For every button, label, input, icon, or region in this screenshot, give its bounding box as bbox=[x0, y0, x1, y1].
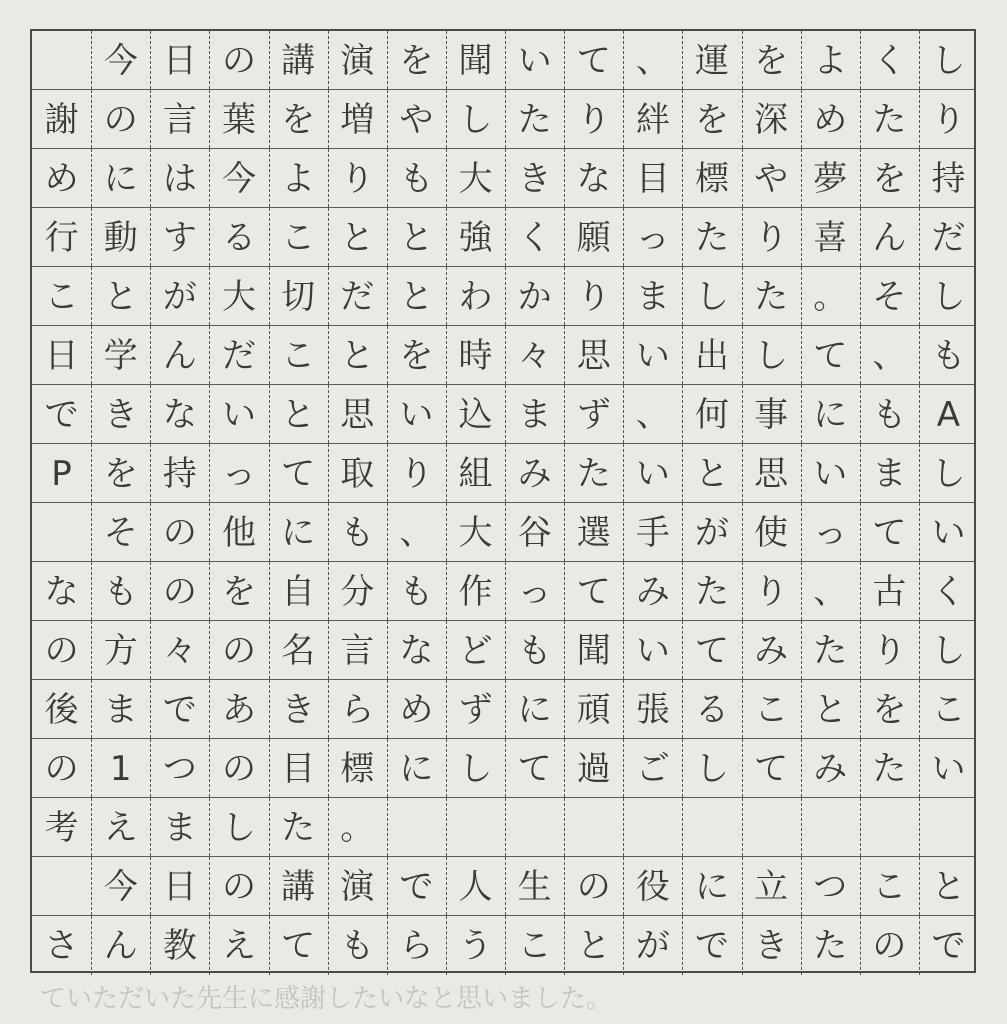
grid-cell: 葉 bbox=[221, 99, 256, 140]
grid-cell: 立 bbox=[754, 866, 789, 907]
grid-cell: た bbox=[813, 630, 848, 671]
grid-cell: や bbox=[399, 99, 434, 140]
grid-cell: と bbox=[281, 394, 316, 435]
grid-cell: よ bbox=[813, 40, 848, 81]
grid-cell: 聞 bbox=[458, 40, 493, 81]
grid-cell: の bbox=[221, 40, 256, 81]
grid-cell: 切 bbox=[281, 276, 316, 317]
grid-cell bbox=[919, 798, 978, 857]
grid-cell: 持 bbox=[931, 158, 966, 199]
grid-cell: 名 bbox=[281, 630, 316, 671]
grid-cell: 動 bbox=[103, 217, 138, 258]
grid-cell: し bbox=[931, 630, 966, 671]
grid-cell: る bbox=[221, 217, 256, 258]
grid-cell: 過 bbox=[576, 748, 611, 789]
grid-cell: 喜 bbox=[813, 217, 848, 258]
grid-cell: を bbox=[399, 40, 434, 81]
grid-cell: 手 bbox=[635, 512, 670, 553]
grid-cell: し bbox=[458, 748, 493, 789]
grid-cell: み bbox=[754, 630, 789, 671]
grid-cell: 今 bbox=[103, 866, 138, 907]
grid-cell: え bbox=[221, 925, 256, 966]
grid-cell: 今 bbox=[103, 40, 138, 81]
grid-cell: 目 bbox=[281, 748, 316, 789]
grid-cell: ま bbox=[103, 689, 138, 730]
manuscript-row bbox=[32, 90, 974, 149]
grid-cell: 作 bbox=[458, 571, 493, 612]
grid-cell bbox=[32, 31, 91, 90]
grid-cell: な bbox=[162, 394, 197, 435]
grid-cell: 大 bbox=[221, 276, 256, 317]
grid-cell: み bbox=[517, 453, 552, 494]
manuscript-row bbox=[32, 149, 974, 208]
grid-cell: っ bbox=[813, 512, 848, 553]
grid-cell: て bbox=[694, 630, 729, 671]
grid-cell bbox=[446, 798, 505, 857]
grid-cell: 標 bbox=[694, 158, 729, 199]
grid-cell: と bbox=[813, 689, 848, 730]
grid-cell: と bbox=[931, 866, 966, 907]
grid-cell: ん bbox=[103, 925, 138, 966]
grid-cell: し bbox=[694, 276, 729, 317]
grid-cell: を bbox=[754, 40, 789, 81]
grid-cell: な bbox=[576, 158, 611, 199]
grid-cell: り bbox=[872, 630, 907, 671]
grid-cell: で bbox=[694, 925, 729, 966]
grid-cell: A bbox=[936, 394, 961, 435]
grid-cell: 絆 bbox=[635, 99, 670, 140]
grid-cell: が bbox=[694, 512, 729, 553]
grid-cell: し bbox=[694, 748, 729, 789]
grid-cell: 願 bbox=[576, 217, 611, 258]
manuscript-row bbox=[32, 385, 974, 444]
grid-cell: り bbox=[754, 571, 789, 612]
grid-cell: の bbox=[872, 925, 907, 966]
manuscript-row bbox=[32, 208, 974, 267]
grid-cell: を bbox=[872, 158, 907, 199]
grid-cell: が bbox=[162, 276, 197, 317]
grid-cell: 使 bbox=[754, 512, 789, 553]
grid-cell: 運 bbox=[694, 40, 729, 81]
grid-cell: て bbox=[281, 453, 316, 494]
grid-cell: 何 bbox=[694, 394, 729, 435]
grid-cell: 言 bbox=[162, 99, 197, 140]
grid-cell bbox=[801, 798, 860, 857]
grid-cell: 聞 bbox=[576, 630, 611, 671]
grid-cell: だ bbox=[340, 276, 375, 317]
grid-cell: う bbox=[458, 925, 493, 966]
grid-cell: そ bbox=[103, 512, 138, 553]
grid-cell: 深 bbox=[754, 99, 789, 140]
grid-cell: き bbox=[281, 689, 316, 730]
manuscript-row bbox=[32, 798, 974, 857]
grid-cell: い bbox=[221, 394, 256, 435]
grid-cell: を bbox=[103, 453, 138, 494]
grid-cell: ず bbox=[576, 394, 611, 435]
grid-cell: に bbox=[517, 689, 552, 730]
grid-cell: た bbox=[517, 99, 552, 140]
grid-cell: っ bbox=[635, 217, 670, 258]
grid-cell: で bbox=[931, 925, 966, 966]
grid-cell: え bbox=[103, 807, 138, 848]
grid-cell: 謝 bbox=[44, 99, 79, 140]
grid-cell: も bbox=[340, 925, 375, 966]
manuscript-row bbox=[32, 621, 974, 680]
grid-cell: 行 bbox=[44, 217, 79, 258]
grid-cell: た bbox=[576, 453, 611, 494]
grid-cell bbox=[742, 798, 801, 857]
grid-cell: に bbox=[281, 512, 316, 553]
grid-cell: い bbox=[931, 512, 966, 553]
manuscript-row bbox=[32, 444, 974, 503]
manuscript-sheet bbox=[30, 29, 976, 973]
grid-cell: り bbox=[399, 453, 434, 494]
grid-cell: も bbox=[517, 630, 552, 671]
grid-cell: い bbox=[635, 453, 670, 494]
grid-cell: か bbox=[517, 276, 552, 317]
grid-cell: き bbox=[517, 158, 552, 199]
grid-cell: も bbox=[103, 571, 138, 612]
grid-cell: ず bbox=[458, 689, 493, 730]
grid-cell: み bbox=[813, 748, 848, 789]
grid-cell bbox=[32, 857, 91, 916]
grid-cell: 時 bbox=[458, 335, 493, 376]
grid-cell: り bbox=[576, 99, 611, 140]
grid-cell bbox=[564, 798, 623, 857]
grid-cell: た bbox=[694, 571, 729, 612]
grid-cell: め bbox=[813, 99, 848, 140]
grid-cell: わ bbox=[458, 276, 493, 317]
grid-cell bbox=[860, 798, 919, 857]
grid-cell: 強 bbox=[458, 217, 493, 258]
grid-cell: す bbox=[162, 217, 197, 258]
grid-cell: 思 bbox=[576, 335, 611, 376]
grid-cell: 人 bbox=[458, 866, 493, 907]
grid-cell: こ bbox=[931, 689, 966, 730]
grid-cell: 選 bbox=[576, 512, 611, 553]
grid-cell: も bbox=[872, 394, 907, 435]
grid-cell: た bbox=[872, 748, 907, 789]
grid-cell: 他 bbox=[221, 512, 256, 553]
grid-cell: い bbox=[931, 748, 966, 789]
grid-cell: 古 bbox=[872, 571, 907, 612]
grid-cell: が bbox=[635, 925, 670, 966]
grid-cell: あ bbox=[221, 689, 256, 730]
grid-cell: め bbox=[44, 158, 79, 199]
grid-cell: つ bbox=[162, 748, 197, 789]
grid-cell: さ bbox=[44, 925, 79, 966]
grid-cell: い bbox=[517, 40, 552, 81]
grid-cell: そ bbox=[872, 276, 907, 317]
grid-cell: 事 bbox=[754, 394, 789, 435]
grid-cell: 後 bbox=[44, 689, 79, 730]
grid-cell: な bbox=[399, 630, 434, 671]
grid-cell: 々 bbox=[162, 630, 197, 671]
grid-cell: 日 bbox=[162, 866, 197, 907]
grid-cell: と bbox=[399, 217, 434, 258]
manuscript-row bbox=[32, 31, 974, 90]
grid-cell: っ bbox=[517, 571, 552, 612]
grid-cell bbox=[32, 503, 91, 562]
manuscript-row bbox=[32, 857, 974, 916]
grid-cell: と bbox=[399, 276, 434, 317]
grid-cell: 生 bbox=[517, 866, 552, 907]
grid-cell: 谷 bbox=[517, 512, 552, 553]
grid-cell: ま bbox=[517, 394, 552, 435]
grid-cell: 方 bbox=[103, 630, 138, 671]
grid-cell: に bbox=[813, 394, 848, 435]
grid-cell: 。 bbox=[813, 276, 848, 317]
grid-cell: の bbox=[44, 748, 79, 789]
grid-cell: 演 bbox=[340, 40, 375, 81]
grid-cell: に bbox=[103, 158, 138, 199]
grid-cell: く bbox=[872, 40, 907, 81]
grid-cell: た bbox=[754, 276, 789, 317]
grid-cell: で bbox=[399, 866, 434, 907]
grid-cell: 、 bbox=[635, 40, 670, 81]
grid-cell: ま bbox=[872, 453, 907, 494]
grid-cell: 、 bbox=[399, 512, 434, 553]
grid-cell: た bbox=[872, 99, 907, 140]
grid-cell: 増 bbox=[340, 99, 375, 140]
grid-cell: 1 bbox=[109, 748, 132, 789]
grid-cell: ど bbox=[458, 630, 493, 671]
grid-cell: き bbox=[103, 394, 138, 435]
grid-cell: を bbox=[694, 99, 729, 140]
grid-cell: 役 bbox=[635, 866, 670, 907]
grid-cell: い bbox=[635, 335, 670, 376]
grid-cell: の bbox=[162, 571, 197, 612]
grid-cell: だ bbox=[221, 335, 256, 376]
grid-cell: 言 bbox=[340, 630, 375, 671]
manuscript-row bbox=[32, 267, 974, 326]
grid-cell: 取 bbox=[340, 453, 375, 494]
grid-cell: 標 bbox=[340, 748, 375, 789]
grid-cell: ま bbox=[162, 807, 197, 848]
manuscript-row bbox=[32, 739, 974, 798]
manuscript-row bbox=[32, 503, 974, 562]
grid-cell: 日 bbox=[44, 335, 79, 376]
grid-cell: 分 bbox=[340, 571, 375, 612]
grid-cell: こ bbox=[517, 925, 552, 966]
manuscript-row bbox=[32, 326, 974, 385]
footer-note: ていただいた先生に感謝したいなと思いました。 bbox=[40, 984, 613, 1014]
grid-cell: り bbox=[931, 99, 966, 140]
grid-cell: こ bbox=[754, 689, 789, 730]
grid-cell: く bbox=[517, 217, 552, 258]
grid-cell: し bbox=[931, 276, 966, 317]
grid-cell: り bbox=[340, 158, 375, 199]
grid-cell: 出 bbox=[694, 335, 729, 376]
grid-cell: 講 bbox=[281, 866, 316, 907]
grid-cell: た bbox=[813, 925, 848, 966]
grid-cell bbox=[623, 798, 682, 857]
grid-cell: と bbox=[340, 217, 375, 258]
grid-cell: に bbox=[694, 866, 729, 907]
grid-cell: の bbox=[221, 748, 256, 789]
grid-cell bbox=[505, 798, 564, 857]
grid-cell: ら bbox=[399, 925, 434, 966]
grid-cell: ご bbox=[635, 748, 670, 789]
grid-cell: 自 bbox=[281, 571, 316, 612]
grid-cell: る bbox=[694, 689, 729, 730]
grid-cell: で bbox=[44, 394, 79, 435]
grid-cell: み bbox=[635, 571, 670, 612]
grid-cell: こ bbox=[872, 866, 907, 907]
grid-cell: 、 bbox=[813, 571, 848, 612]
grid-cell: 目 bbox=[635, 158, 670, 199]
grid-cell: 張 bbox=[635, 689, 670, 730]
grid-cell: の bbox=[103, 99, 138, 140]
grid-cell: 思 bbox=[340, 394, 375, 435]
grid-cell: こ bbox=[44, 276, 79, 317]
grid-cell: ら bbox=[340, 689, 375, 730]
grid-cell: で bbox=[162, 689, 197, 730]
grid-cell: 、 bbox=[635, 394, 670, 435]
grid-cell bbox=[682, 798, 741, 857]
grid-cell: り bbox=[754, 217, 789, 258]
grid-cell: め bbox=[399, 689, 434, 730]
manuscript-row bbox=[32, 562, 974, 621]
grid-cell: だ bbox=[931, 217, 966, 258]
grid-cell: の bbox=[221, 630, 256, 671]
grid-cell: を bbox=[221, 571, 256, 612]
grid-cell: い bbox=[813, 453, 848, 494]
grid-cell: て bbox=[872, 512, 907, 553]
grid-cell: 持 bbox=[162, 453, 197, 494]
grid-cell: っ bbox=[221, 453, 256, 494]
grid-cell: を bbox=[281, 99, 316, 140]
grid-cell: て bbox=[576, 40, 611, 81]
grid-cell: 学 bbox=[103, 335, 138, 376]
grid-cell: 日 bbox=[162, 40, 197, 81]
grid-cell: も bbox=[931, 335, 966, 376]
grid-cell: 頑 bbox=[576, 689, 611, 730]
grid-cell: い bbox=[635, 630, 670, 671]
grid-cell: て bbox=[813, 335, 848, 376]
grid-cell: 込 bbox=[458, 394, 493, 435]
grid-cell: 講 bbox=[281, 40, 316, 81]
grid-cell: に bbox=[399, 748, 434, 789]
grid-cell: こ bbox=[281, 335, 316, 376]
grid-cell: た bbox=[281, 807, 316, 848]
grid-cell: い bbox=[399, 394, 434, 435]
grid-cell: P bbox=[51, 453, 72, 494]
manuscript-row bbox=[32, 916, 974, 975]
grid-cell: て bbox=[281, 925, 316, 966]
grid-cell: と bbox=[576, 925, 611, 966]
grid-cell: と bbox=[103, 276, 138, 317]
grid-cell: の bbox=[576, 866, 611, 907]
grid-cell: き bbox=[754, 925, 789, 966]
grid-cell: 演 bbox=[340, 866, 375, 907]
grid-cell: 、 bbox=[872, 335, 907, 376]
grid-cell: て bbox=[517, 748, 552, 789]
grid-cell: し bbox=[458, 99, 493, 140]
grid-cell: て bbox=[576, 571, 611, 612]
grid-cell: や bbox=[754, 158, 789, 199]
grid-cell: 組 bbox=[458, 453, 493, 494]
grid-cell: 思 bbox=[754, 453, 789, 494]
grid-cell: も bbox=[340, 512, 375, 553]
grid-cell: 大 bbox=[458, 512, 493, 553]
grid-cell: く bbox=[931, 571, 966, 612]
grid-cell: 教 bbox=[162, 925, 197, 966]
grid-cell: ま bbox=[635, 276, 670, 317]
grid-cell: し bbox=[931, 40, 966, 81]
grid-cell: を bbox=[872, 689, 907, 730]
grid-cell: 大 bbox=[458, 158, 493, 199]
grid-cell: ん bbox=[872, 217, 907, 258]
grid-cell: の bbox=[162, 512, 197, 553]
grid-cell: を bbox=[399, 335, 434, 376]
grid-cell: と bbox=[694, 453, 729, 494]
grid-cell: 夢 bbox=[813, 158, 848, 199]
grid-cell: こ bbox=[281, 217, 316, 258]
grid-cell: は bbox=[162, 158, 197, 199]
grid-cell: の bbox=[221, 866, 256, 907]
grid-cell: も bbox=[399, 571, 434, 612]
grid-cell: な bbox=[44, 571, 79, 612]
grid-cell: ん bbox=[162, 335, 197, 376]
manuscript-row bbox=[32, 680, 974, 739]
grid-cell: も bbox=[399, 158, 434, 199]
grid-cell: し bbox=[931, 453, 966, 494]
grid-cell: た bbox=[694, 217, 729, 258]
grid-cell: て bbox=[754, 748, 789, 789]
grid-cell: し bbox=[754, 335, 789, 376]
grid-cell: よ bbox=[281, 158, 316, 199]
grid-cell: り bbox=[576, 276, 611, 317]
grid-cell: し bbox=[221, 807, 256, 848]
grid-cell bbox=[387, 798, 446, 857]
grid-cell: と bbox=[340, 335, 375, 376]
grid-cell: 々 bbox=[517, 335, 552, 376]
grid-cell: の bbox=[44, 630, 79, 671]
grid-cell: 今 bbox=[221, 158, 256, 199]
grid-cell: 考 bbox=[44, 807, 79, 848]
grid-cell: つ bbox=[813, 866, 848, 907]
grid-cell: 。 bbox=[340, 807, 375, 848]
